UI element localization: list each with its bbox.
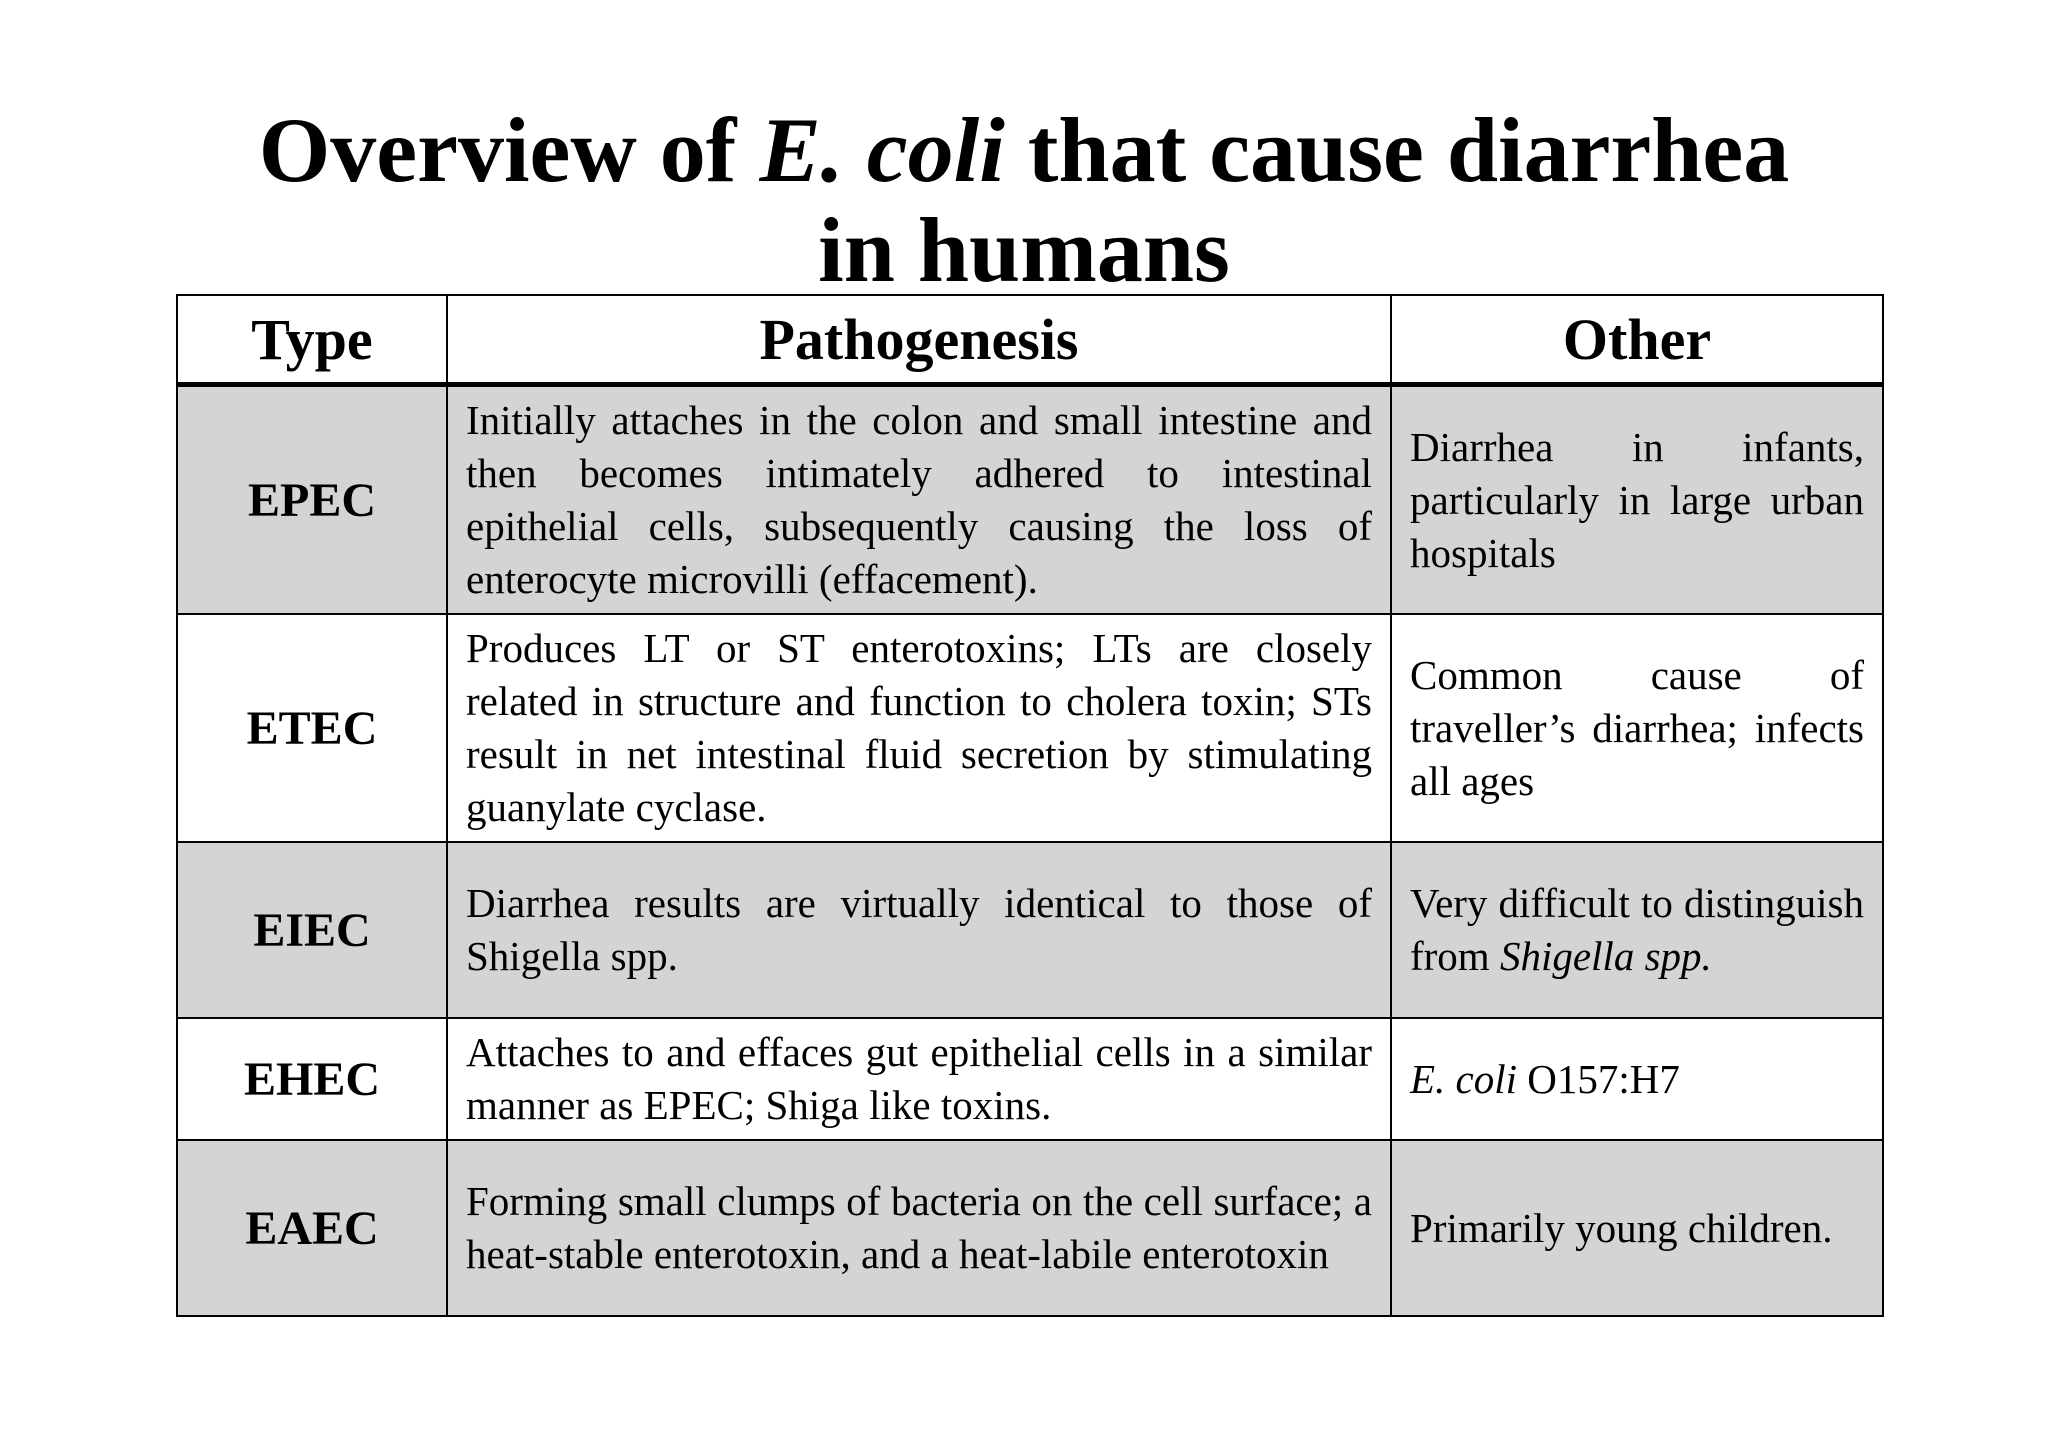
type-cell: EHEC [177, 1018, 447, 1140]
type-cell: EPEC [177, 385, 447, 615]
other-cell [1391, 842, 1883, 1018]
pathogenesis-cell: Attaches to and effaces gut epithelial cells in a similar manner as EPEC; Shiga like toxins. [447, 1018, 1391, 1140]
title-text-after: that cause diarrhea [1004, 99, 1790, 201]
type-cell: EAEC [177, 1140, 447, 1316]
type-cell: ETEC [177, 614, 447, 842]
table-row [177, 1018, 1883, 1140]
table-header-row [177, 295, 1883, 385]
other-italic-species: E. coli [1410, 1055, 1518, 1102]
header-type: Type [177, 295, 447, 385]
title-italic-species: E. coli [759, 99, 1005, 201]
pathogenesis-cell: Initially attaches in the colon and small intestine and then becomes intimately adhered to intestinal epithelial cells, subsequently causing the loss of enterocyte microvilli (effacement). [447, 385, 1391, 615]
other-text: O157:H7 [1517, 1055, 1680, 1102]
header-pathogenesis: Pathogenesis [447, 295, 1391, 385]
table-row [177, 842, 1883, 1018]
title-text-before: Overview of [258, 99, 760, 201]
other-italic-species: Shigella spp. [1499, 933, 1712, 979]
other-cell: Primarily young children. [1391, 1140, 1883, 1316]
table-row [177, 1140, 1883, 1316]
ecoli-types-table [176, 294, 1884, 1317]
other-text: Very difficult to distinguish from [1410, 880, 1864, 979]
table-row [177, 385, 1883, 615]
title-line-1 [0, 100, 2048, 200]
table-row [177, 614, 1883, 842]
other-cell: Diarrhea in infants, particularly in large urban hospitals [1391, 385, 1883, 615]
other-cell: Common cause of traveller’s diarrhea; infects all ages [1391, 614, 1883, 842]
title-line-2: in humans [818, 199, 1230, 301]
pathogenesis-cell: Diarrhea results are virtually identical to those of Shigella spp. [447, 842, 1391, 1018]
header-other: Other [1391, 295, 1883, 385]
pathogenesis-cell: Forming small clumps of bacteria on the cell surface; a heat-stable enterotoxin, and a heat-labile enterotoxin [447, 1140, 1391, 1316]
other-cell [1391, 1018, 1883, 1140]
pathogenesis-cell: Produces LT or ST enterotoxins; LTs are closely related in structure and function to cholera toxin; STs result in net intestinal fluid secretion by stimulating guanylate cyclase. [447, 614, 1391, 842]
type-cell: EIEC [177, 842, 447, 1018]
page-title [0, 100, 2048, 300]
